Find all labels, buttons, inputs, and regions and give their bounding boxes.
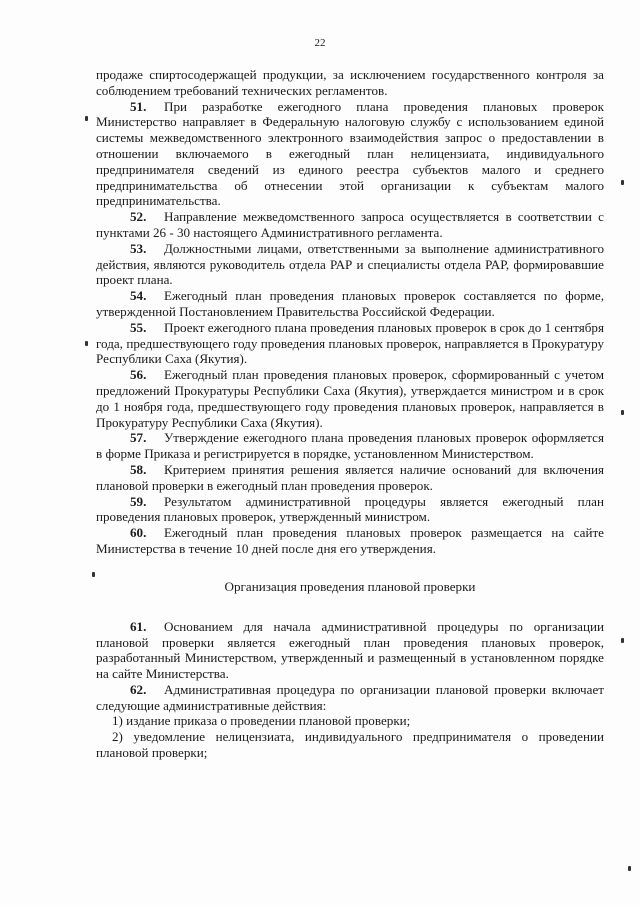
scan-mark [621,410,624,415]
paragraph-number: 52. [130,209,147,225]
paragraph-text: Ежегодный план проведения плановых проверок размещается на сайте Министерства в течение 10 дней после дня его утверждения. [96,525,604,556]
scan-mark [621,638,624,643]
document-body [96,67,604,761]
paragraph-text: Должностными лицами, ответственными за выполнение административного действия, являются руководитель отдела РАР и специалисты отдела РАР, формировавшие проект плана. [96,240,604,288]
paragraph-number: 54. [130,288,147,304]
intro-paragraph: продаже спиртосодержащей продукции, за исключением государственного контроля за соблюдением требований технических регламентов. [96,67,604,98]
numbered-paragraph [96,288,604,320]
numbered-paragraph [96,619,604,682]
action-list [96,713,604,760]
numbered-paragraph [96,241,604,288]
paragraph-group-b [96,619,604,714]
paragraph-text: Ежегодный план проведения плановых проверок, сформированный с учетом предложений Прокуратуры Республики Саха (Якутия), утверждается министром и в срок до 1 ноября года, предшествующего году проведения плановых проверок, направляется в Прокуратуру Республики Саха (Якутия). [96,367,604,430]
page-number: 22 [314,37,326,49]
paragraph-text: Ежегодный план проведения плановых проверок составляется по форме, утвержденной Постановлением Правительства Российской Федерации. [96,288,604,319]
paragraph-text: Результатом административной процедуры является ежегодный план проведения плановых проверок, утвержденный министром. [96,493,604,525]
numbered-paragraph [96,682,604,714]
numbered-paragraph [96,430,604,462]
paragraph-text: Основанием для начала административной процедуры по организации плановой проверки является ежегодный план проведения плановых проверок, разработанный Министерством, утвержденный и размещенный в установленном порядке на сайте Министерства. [96,618,604,682]
paragraph-number: 53. [130,240,147,256]
paragraph-number: 59. [130,493,147,509]
numbered-paragraph [96,209,604,241]
paragraph-text: При разработке ежегодного плана проведения плановых проверок Министерство направляет в Федеральную налоговую службу с использованием единой системы межведомственного электронного взаимодействия запрос о предоставлении в отношении включаемого в ежегодный план нелицензиата, индивидуального предпринимателя сведений из единого реестра субъектов малого и среднего предпринимательства об отнесении этой организации к субъектам малого предпринимательства. [96,98,604,209]
scan-mark [621,180,624,185]
paragraph-text: Проект ежегодного плана проведения плановых проверок в срок до 1 сентября года, предшествующего году проведения плановых проверок, направляется в Прокуратуру Республики Саха (Якутия). [96,319,604,367]
paragraph-text: Утверждение ежегодного плана проведения плановых проверок оформляется в форме Приказа и регистрируется в порядке, установленном Министерством. [96,430,604,462]
paragraph-text: Направление межведомственного запроса осуществляется в соответствии с пунктами 26 - 30 настоящего Административного регламента. [96,209,604,240]
paragraph-number: 57. [130,430,147,446]
paragraph-number: 58. [130,461,147,477]
paragraph-number: 61. [130,618,147,634]
paragraph-number: 55. [130,319,147,335]
scan-mark [85,116,88,121]
paragraph-text: Критерием принятия решения является наличие оснований для включения плановой проверки в ежегодный план проведения проверок. [96,461,604,493]
list-item: 2) уведомление нелицензиата, индивидуального предпринимателя о проведении плановой проверки; [96,729,604,761]
scan-mark [85,341,88,346]
paragraph-number: 60. [130,525,147,541]
paragraph-number: 56. [130,367,147,383]
numbered-paragraph [96,367,604,430]
paragraph-number: 51. [130,98,147,114]
paragraph-group-a [96,99,604,557]
numbered-paragraph [96,494,604,526]
paragraph-number: 62. [130,681,147,697]
section-heading: Организация проведения плановой проверки [224,578,476,594]
scan-mark [628,866,631,871]
numbered-paragraph [96,320,604,367]
paragraph-text: Административная процедура по организации плановой проверки включает следующие административные действия: [96,681,604,713]
numbered-paragraph [96,462,604,494]
scan-mark [92,572,95,577]
numbered-paragraph [96,99,604,210]
numbered-paragraph [96,525,604,557]
list-item: 1) издание приказа о проведении плановой проверки; [112,713,411,729]
